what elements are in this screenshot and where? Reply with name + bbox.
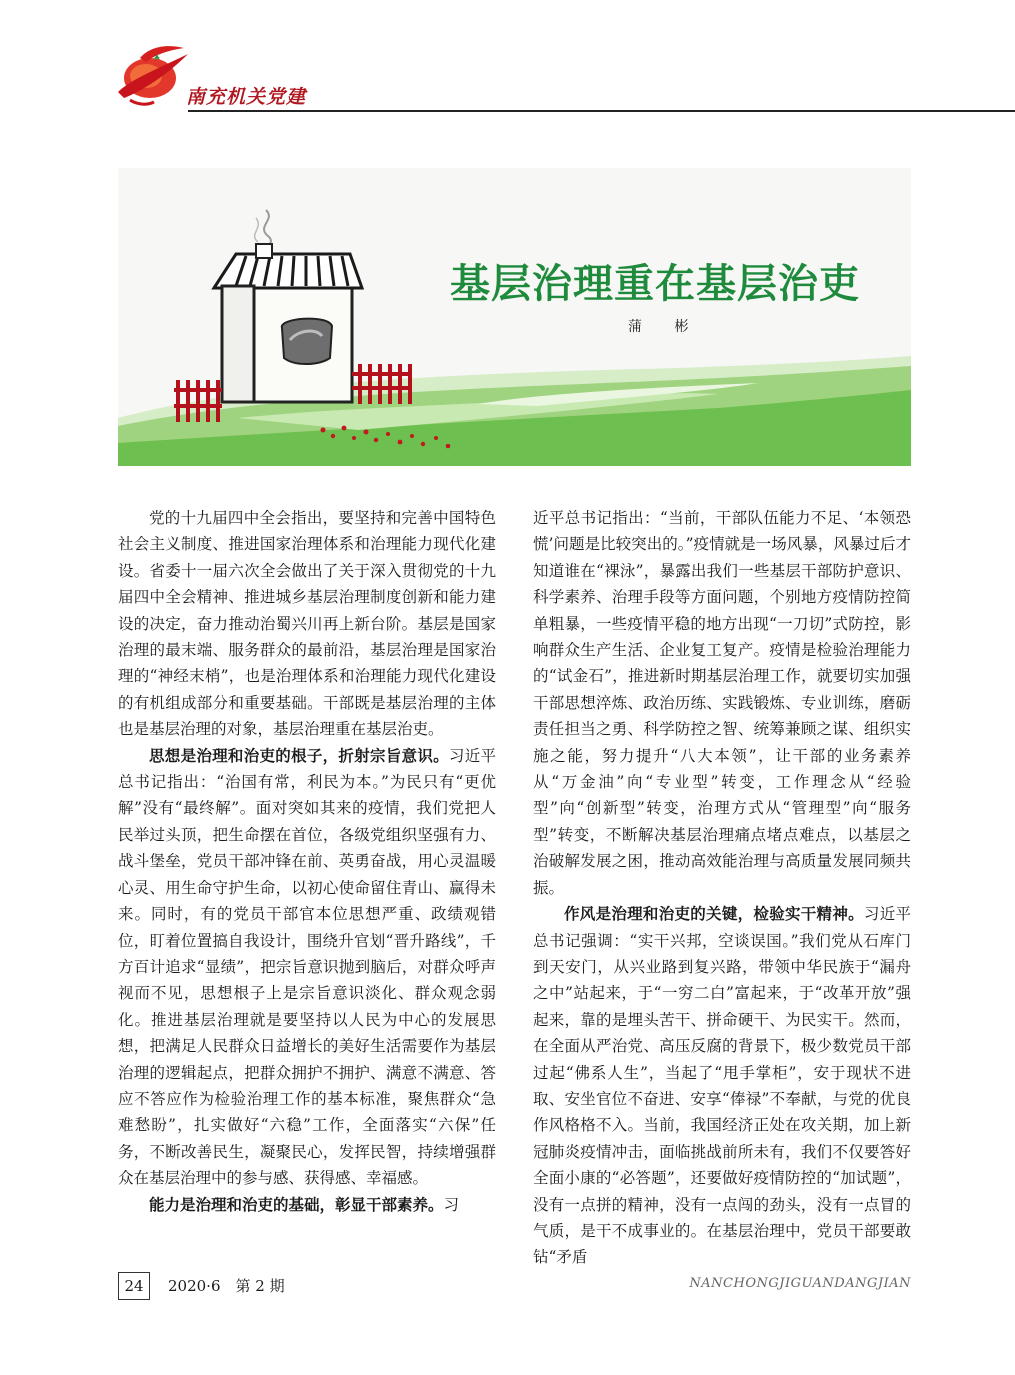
page-footer (0, 1270, 1015, 1310)
paragraph-text: 习 (443, 1195, 460, 1214)
left-column (118, 505, 496, 1218)
article-author: 蒲 彬 (628, 319, 703, 335)
paragraph-text: 习近平总书记指出：“治国有常，利民为本。”为民只有“更优解”没有“最终解”。面对突如其来的疫情，我们党把人民举过头顶，把生命摆在首位，各级党组织坚强有力、战斗堡垒，党员干部冲锋在前、英勇奋战，用心灵温暖心灵、用生命守护生命，以初心使命留住青山、赢得未来。同时，有的党员干部官本位思想严重、政绩观错位，盯着位置搞自我设计，围绕升官划“晋升路线”，千方百计追求“显绩”，把宗旨意识抛到脑后，对群众呼声视而不见，思想根子上是宗旨意识淡化、群众观念弱化。推进基层治理就是要坚持以人民为中心的发展思想，把满足人民群众日益增长的美好生活需要作为基层治理的逻辑起点，把群众拥护不拥护、满意不满意、答应不答应作为检验治理工作的基本标准，聚焦群众“急难愁盼”，扎实做好“六稳”工作，全面落实“六保”任务，不断改善民生，凝聚民心，发挥民智，持续增强群众在基层治理中的参与感、获得感、幸福感。 (118, 746, 496, 1188)
cottage-illustration (118, 168, 911, 466)
paragraph-text: 习近平总书记强调：“实干兴邦，空谈误国。”我们党从石库门到天安门，从兴业路到复兴路，带领中华民族于“漏舟之中”站起来，于“一穷二白”富起来，于“改革开放”强起来，靠的是埋头苦干、拼命硬干、为民实干。然而，在全面从严治党、高压反腐的背景下，极少数党员干部过起“佛系人生”，当起了“甩手掌柜”，安于现状不进取、安坐官位不奋进、安享“俸禄”不奉献，与党的优良作风格格不入。当前，我国经济正处在攻关期，加上新冠肺炎疫情冲击，面临挑战前所未有，我们不仅要答好全面小康的“必答题”，还要做好疫情防控的“加试题”，没有一点拼的精神，没有一点闯的劲头，没有一点冒的气质，是干不成事业的。在基层治理中，党员干部要敢钻“矛盾 (533, 905, 911, 1267)
paragraph-text: 近平总书记指出：“当前，干部队伍能力不足、‘本领恐慌’问题是比较突出的。”疫情就是一场风暴，风暴过后才知道谁在“裸泳”，暴露出我们一些基层干部防护意识、科学素养、治理手段等方面问题，个别地方疫情防控简单粗暴，一些疫情平稳的地方出现“一刀切”式防控，影响群众生产生活、企业复工复产。疫情是检验治理能力的“试金石”，推进新时期基层治理工作，就要切实加强干部思想淬炼、政治历练、实践锻炼、专业训练，磨砺责任担当之勇、科学防控之智、统筹兼顾之谋、组织实施之能，努力提升“八大本领”，让干部的业务素养从“万金油”向“专业型”转变，工作理念从“经验型”向“创新型”转变，治理方式从“管理型”向“服务型”转变，不断解决基层治理痛点堵点难点，以基层之治破解发展之困，推动高效能治理与高质量发展同频共振。 (533, 509, 911, 897)
page-number: 24 (118, 1272, 150, 1300)
paragraph-lead: 作风是治理和治吏的关键，检验实干精神。 (564, 905, 864, 924)
title-banner (118, 168, 911, 466)
article-title: 基层治理重在基层治吏 (450, 260, 860, 307)
page-header (0, 0, 1015, 120)
paragraph (118, 743, 496, 1192)
magazine-name: 南充机关党建 (186, 86, 307, 108)
paragraph (533, 901, 911, 1271)
paragraph (118, 505, 496, 743)
paragraph (533, 505, 911, 901)
issue-label: 2020·6 第 2 期 (168, 1277, 285, 1295)
header-divider (188, 110, 1015, 112)
right-column (533, 505, 911, 1271)
paragraph (118, 1192, 496, 1218)
paragraph-text: 党的十九届四中全会指出，要坚持和完善中国特色社会主义制度、推进国家治理体系和治理能力现代化建设。省委十一届六次全会做出了关于深入贯彻党的十九届四中全会精神、推进城乡基层治理制度创新和能力建设的决定，奋力推动治蜀兴川再上新台阶。基层是国家治理的最末端、服务群众的最前沿，基层治理是国家治理的“神经末梢”，也是治理体系和治理能力现代化建设的有机组成部分和重要基础。干部既是基层治理的主体也是基层治理的对象，基层治理重在基层治吏。 (118, 509, 496, 739)
paragraph-lead: 思想是治理和治吏的根子，折射宗旨意识。 (149, 746, 449, 765)
party-logo-icon (110, 40, 190, 110)
paragraph-lead: 能力是治理和治吏的基础，彰显干部素养。 (149, 1195, 444, 1214)
magazine-pinyin: NANCHONGJIGUANDANGJIAN (689, 1276, 911, 1291)
